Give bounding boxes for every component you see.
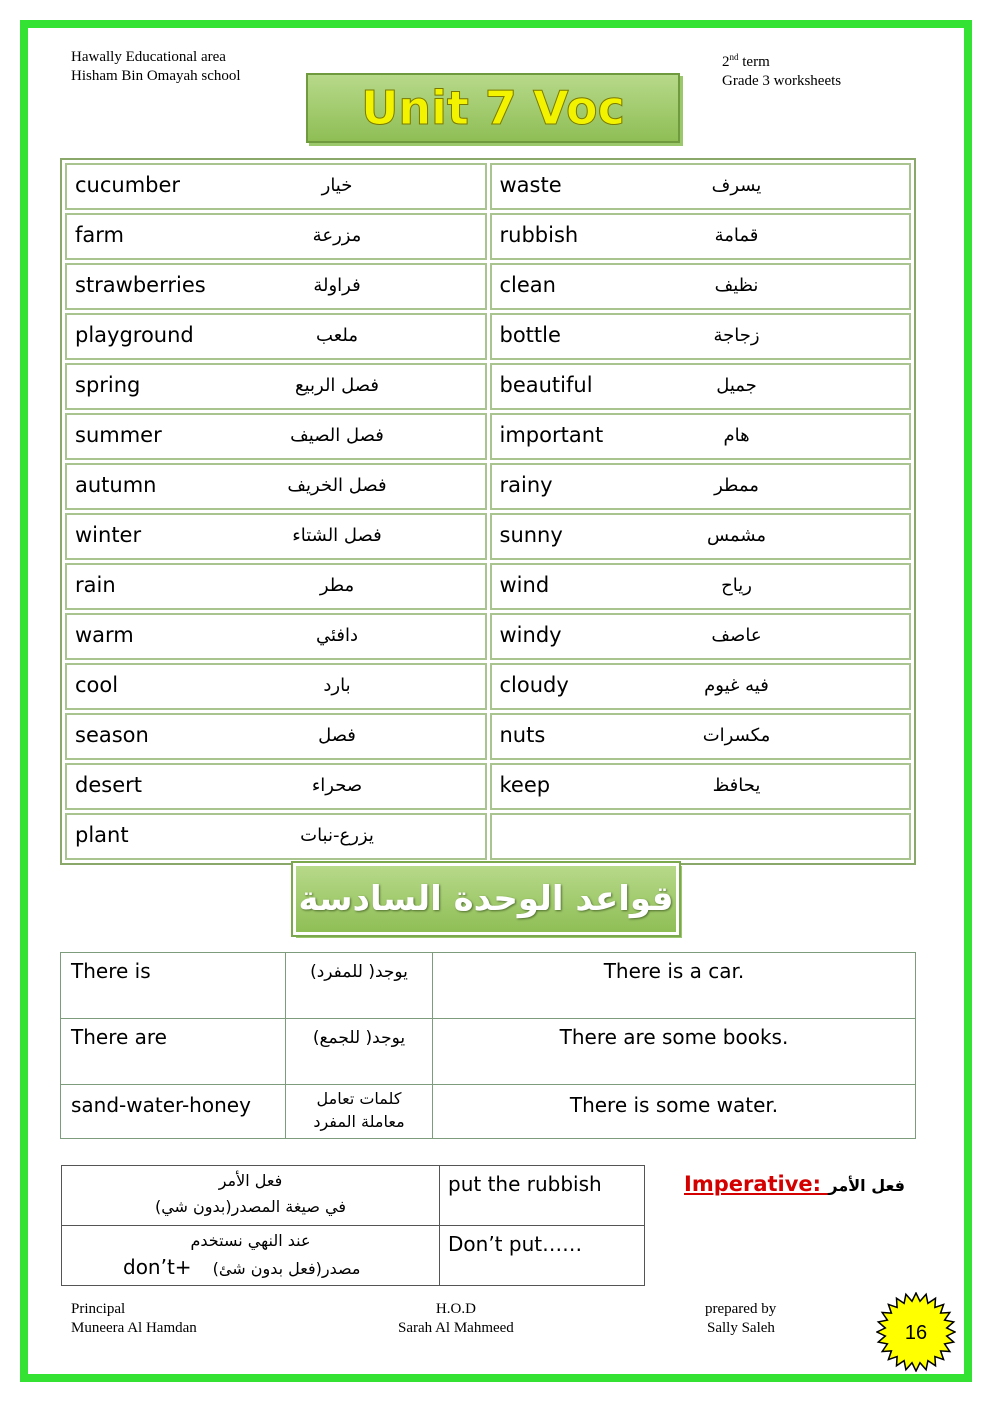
page-number-badge [876,1292,956,1372]
vocab-arabic: فصل الربيع [294,375,379,396]
vocab-cell [490,713,912,760]
term-label [722,48,841,72]
grammar-term: There are [61,1019,286,1085]
vocab-arabic: مزرعة [312,225,362,246]
vocab-arabic: رياح [721,575,752,596]
grade-label: Grade 3 worksheets [722,73,842,89]
vocab-english: summer [75,423,162,447]
footer-prepared [705,1300,776,1338]
hod-label: H.O.D [435,1301,476,1317]
vocab-english: season [75,723,149,747]
table-row [65,713,911,760]
table-row [65,563,911,610]
grammar-arabic: يوجد( للجمع) [286,1019,433,1085]
principal-label: Principal [71,1301,126,1317]
header-right [722,48,841,91]
vocab-english: rainy [499,473,553,497]
negative-arabic-line1: عند النهي نستخدم [190,1231,311,1250]
imperative-arabic-line1: فعل الأمر [218,1171,283,1190]
table-row [65,263,911,310]
vocab-cell [65,313,487,360]
table-row [65,463,911,510]
vocab-cell [65,663,487,710]
term-number: 2 [722,54,730,70]
vocab-cell [65,513,487,560]
table-row [65,163,911,210]
vocab-arabic: يحافظ [712,775,761,796]
vocab-english: beautiful [499,373,593,397]
vocab-english: rain [75,573,116,597]
vocab-cell [65,463,487,510]
vocab-arabic: يزرع-نبات [300,825,374,846]
vocab-english: autumn [75,473,157,497]
table-row [65,213,911,260]
vocab-arabic: صحراء [311,775,363,796]
grammar-term: sand-water-honey [61,1085,286,1139]
dont-formula: don’t+ [123,1255,192,1279]
vocab-cell [490,613,912,660]
vocab-cell [65,163,487,210]
imperative-arabic [62,1166,440,1226]
vocab-arabic: زجاجة [713,325,760,346]
title-banner [306,73,680,143]
vocab-cell [65,263,487,310]
table-row [65,613,911,660]
table-row [61,1019,916,1085]
prepared-name: Sally Saleh [707,1320,775,1336]
vocab-cell [490,213,912,260]
vocab-arabic: فصل الشتاء [292,525,382,546]
table-row [65,663,911,710]
vocab-cell [65,563,487,610]
vocab-cell [65,213,487,260]
grammar-arabic: يوجد( للمفرد) [286,953,433,1019]
vocabulary-table [60,158,916,865]
table-row [65,413,911,460]
negative-arabic-line2 [63,1254,438,1282]
vocab-cell [490,813,912,860]
grammar-term: There is [61,953,286,1019]
grammar-title: قواعد الوحدة السادسة [298,879,674,919]
page-title: Unit 7 Voc [361,81,625,135]
vocab-english: windy [499,623,562,647]
negative-arabic-text: مصدر(فعل بدون شئ) [212,1259,361,1278]
grammar-example: There is some water. [433,1085,916,1139]
term-suffix: nd [729,52,739,62]
vocab-english: wind [499,573,550,597]
vocab-arabic: هام [723,425,750,446]
vocab-cell [490,313,912,360]
imperative-heading [684,1172,905,1196]
vocab-arabic: خيار [321,175,353,196]
vocab-arabic: جميل [716,375,757,396]
table-row [62,1226,645,1286]
vocab-english: important [499,423,604,447]
vocab-english: nuts [499,723,546,747]
vocab-arabic: فصل الخريف [287,475,387,496]
vocab-english: farm [75,223,124,247]
page-number: 16 [904,1322,928,1344]
prepared-label: prepared by [705,1301,777,1317]
vocab-english: winter [75,523,142,547]
vocab-cell [65,363,487,410]
vocab-arabic: فيه غيوم [704,675,769,696]
vocab-arabic: ملعب [316,325,358,346]
vocab-english: playground [75,323,194,347]
vocab-english: waste [499,173,562,197]
school-name: Hisham Bin Omayah school [71,68,241,84]
table-row [61,1085,916,1139]
header-left [71,48,241,86]
principal-name: Muneera Al Hamdan [71,1320,197,1336]
vocab-english: rubbish [499,223,579,247]
vocab-arabic: قمامة [714,225,759,246]
grammar-arabic-line2: معاملة المفرد [313,1112,405,1131]
term-word: term [738,54,770,70]
imperative-table [61,1165,645,1286]
vocab-english: sunny [499,523,563,547]
table-row [61,953,916,1019]
footer-hod [398,1300,514,1338]
vocab-english: plant [75,823,129,847]
vocab-arabic: فراولة [313,275,361,296]
vocab-english: spring [75,373,141,397]
table-row [65,763,911,810]
vocab-english: cool [75,673,119,697]
footer-principal [71,1300,197,1338]
imperative-example: put the rubbish [440,1166,645,1226]
grammar-arabic-line1: كلمات تعامل [316,1089,402,1108]
vocab-arabic: يسرف [711,175,762,196]
grammar-example: There is a car. [433,953,916,1019]
vocab-english: cloudy [499,673,569,697]
grammar-table [60,952,916,1139]
negative-imperative-arabic [62,1226,440,1286]
imperative-arabic-line2: في صيغة المصدر(بدون شي) [154,1197,347,1216]
area-name: Hawally Educational area [71,49,226,65]
vocab-cell [490,263,912,310]
vocab-cell [65,813,487,860]
vocab-english: clean [499,273,556,297]
vocab-cell [65,613,487,660]
vocab-cell [490,363,912,410]
vocab-english: desert [75,773,142,797]
negative-example: Don’t put…… [440,1226,645,1286]
vocab-cell [490,563,912,610]
vocab-cell [490,513,912,560]
grammar-banner [293,863,679,935]
vocab-arabic: دافئي [315,625,359,646]
vocab-english: keep [499,773,551,797]
vocab-cell [65,713,487,760]
vocab-cell [490,663,912,710]
vocab-arabic: فصل الصيف [290,425,384,446]
vocab-arabic: فصل [318,725,356,746]
grammar-example: There are some books. [433,1019,916,1085]
vocab-cell [490,413,912,460]
imperative-label-arabic: فعل الأمر [828,1176,905,1195]
vocab-arabic: مطر [319,575,355,596]
vocab-arabic: ممطر [714,475,759,496]
table-row [62,1166,645,1226]
vocab-english: warm [75,623,134,647]
table-row [65,313,911,360]
table-row [65,513,911,560]
vocab-cell [490,763,912,810]
vocab-arabic: بارد [323,675,351,696]
vocab-arabic: عاصف [711,625,762,646]
vocab-cell [65,413,487,460]
vocab-arabic: نظيف [714,275,759,296]
vocab-cell [490,163,912,210]
vocab-cell [490,463,912,510]
vocab-english: bottle [499,323,561,347]
table-row [65,813,911,860]
hod-name: Sarah Al Mahmeed [398,1320,514,1336]
vocab-english: cucumber [75,173,181,197]
grammar-arabic [286,1085,433,1139]
vocab-arabic: مكسرات [702,725,771,746]
vocab-english: strawberries [75,273,206,297]
imperative-label: Imperative: [684,1172,829,1196]
vocab-arabic: مشمس [706,525,767,546]
vocab-cell [65,763,487,810]
table-row [65,363,911,410]
